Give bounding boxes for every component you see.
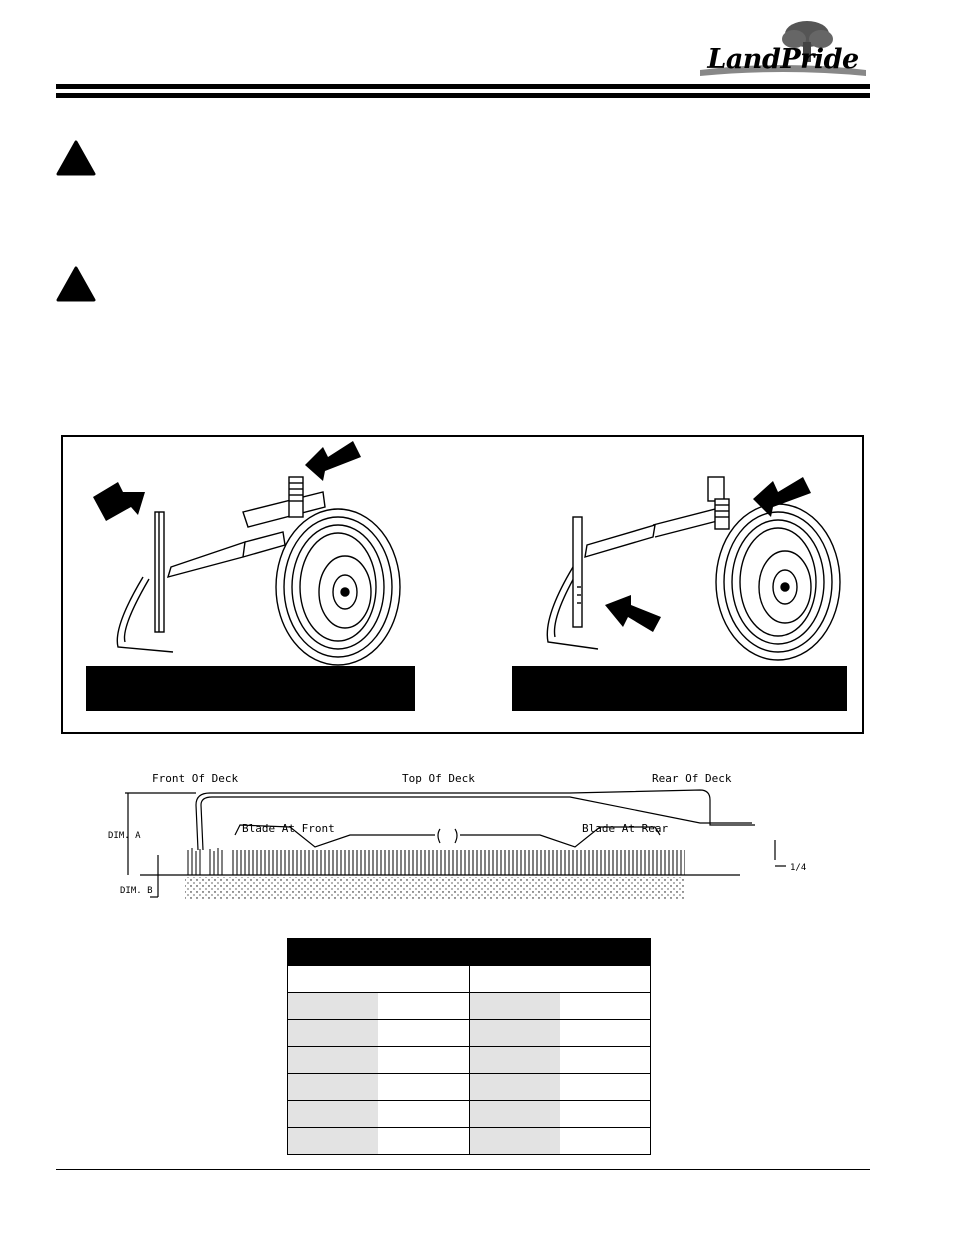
table-header-row (288, 939, 651, 966)
landpride-logo (694, 14, 872, 82)
arrow-icon (305, 441, 361, 481)
deck-height-table (287, 938, 651, 1155)
arrow-icon (93, 482, 145, 521)
warning-icon (56, 266, 96, 302)
dim-b-label: DIM. B (120, 886, 153, 896)
wheel-assembly-right (503, 437, 863, 667)
figure-caption-right (512, 666, 847, 711)
top-of-deck-label: Top Of Deck (402, 772, 475, 785)
dim-a-label: DIM. A (108, 831, 141, 841)
deck-height-diagram (100, 765, 820, 910)
table-row (288, 966, 651, 993)
arrow-icon (605, 595, 661, 632)
wheel-assembly-left (73, 437, 433, 667)
footer-rule (56, 1169, 870, 1170)
wheel-adjustment-figure (61, 435, 864, 734)
table-row (288, 1047, 651, 1074)
table-row (288, 1074, 651, 1101)
figure-caption-left (86, 666, 415, 711)
table-row (288, 1020, 651, 1047)
header-rule-bottom (56, 93, 870, 98)
table-row (288, 1101, 651, 1128)
quarter-inch-label: 1/4 (790, 863, 807, 873)
rear-of-deck-label: Rear Of Deck (652, 772, 732, 785)
warning-icon (56, 140, 96, 176)
front-of-deck-label: Front Of Deck (152, 772, 239, 785)
blade-rear-label: Blade At Rear (582, 822, 669, 835)
table-row (288, 993, 651, 1020)
blade-front-label: Blade At Front (242, 822, 335, 835)
brand-name: LandPride (707, 44, 859, 75)
header-rule-top (56, 84, 870, 89)
table-row (288, 1128, 651, 1155)
